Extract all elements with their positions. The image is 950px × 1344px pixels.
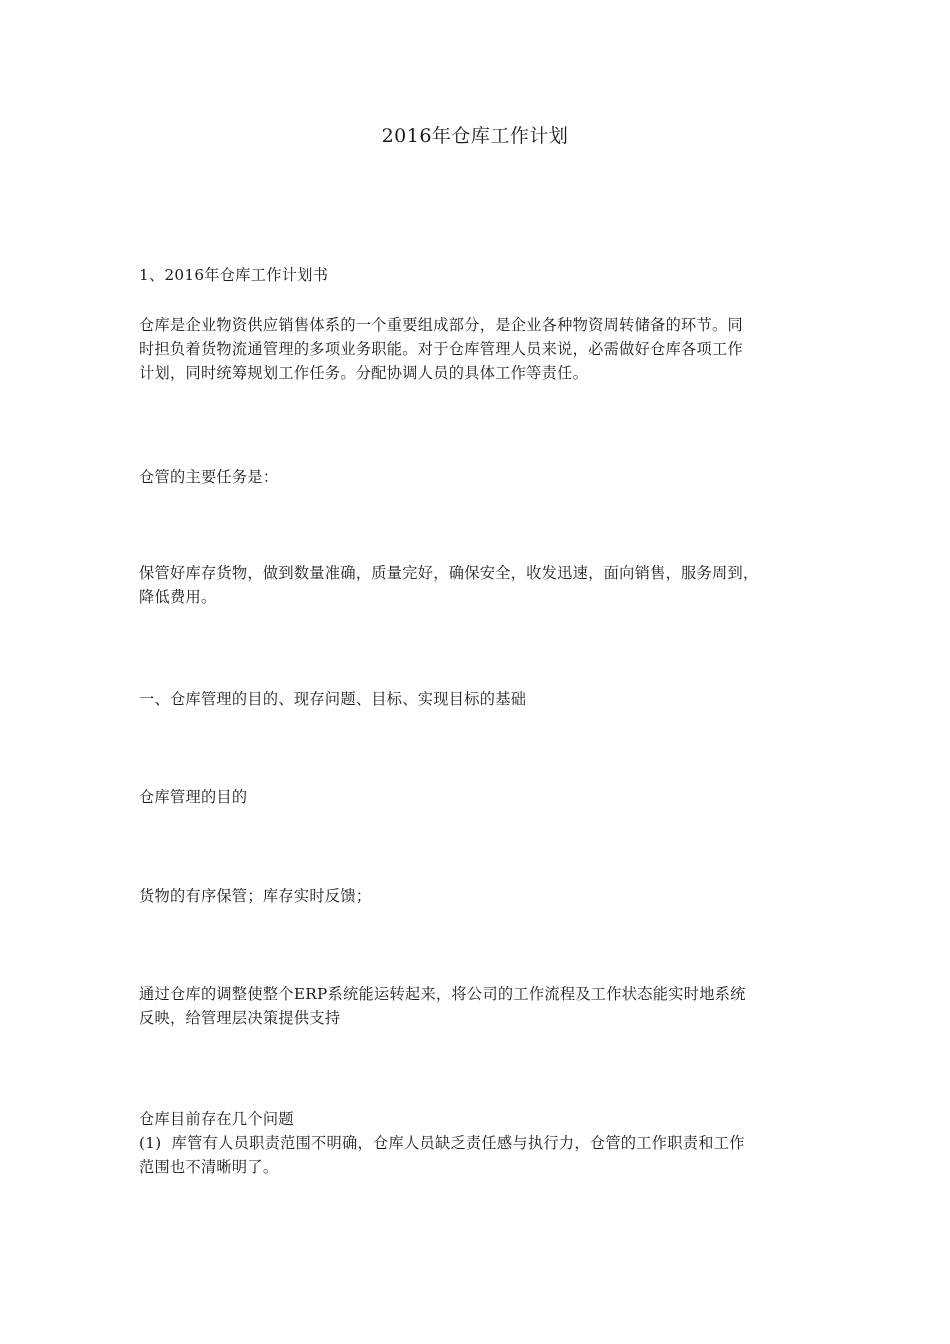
text-line: 时担负着货物流通管理的多项业务职能。对于仓库管理人员来说，必需做好仓库各项工作 [139,340,744,358]
text-line: (1) 库管有人员职责范围不明确，仓库人员缺乏责任感与执行力，仓管的工作职责和工作 [139,1134,745,1152]
text-line: 通过仓库的调整使整个ERP系统能运转起来，将公司的工作流程及工作状态能实时地系统 [139,985,746,1003]
text-line: 保管好库存货物，做到数量准确，质量完好，确保安全，收发迅速，面向销售，服务周到， [139,564,759,582]
heading-main-tasks [139,465,815,489]
heading-plan-book [139,263,815,287]
text-line: 仓库管理的目的 [139,788,248,806]
heading-purpose [139,785,815,809]
text-line: 1、2016年仓库工作计划书 [139,266,329,284]
text-line: 仓库目前存在几个问题 [139,1110,294,1128]
text-line: 仓库是企业物资供应销售体系的一个重要组成部分，是企业各种物资周转储备的环节。同 [139,316,744,334]
heading-section-one [139,687,815,711]
text-line: 范围也不清晰明了。 [139,1158,279,1176]
text-line: 降低费用。 [139,588,217,606]
text-line: 货物的有序保管；库存实时反馈； [139,887,372,905]
paragraph-warehouse-intro [139,313,815,385]
text-line: 一、仓库管理的目的、现存问题、目标、实现目标的基础 [139,690,527,708]
paragraph-main-tasks [139,561,815,609]
text-line: 计划，同时统筹规划工作任务。分配协调人员的具体工作等责任。 [139,364,589,382]
text-line: 仓管的主要任务是： [139,468,279,486]
paragraph-problems [139,1107,815,1179]
paragraph-purpose-items [139,884,815,908]
text-line: 反映，给管理层决策提供支持 [139,1009,341,1027]
paragraph-erp [139,982,815,1030]
document-title: 2016年仓库工作计划 [381,125,569,147]
